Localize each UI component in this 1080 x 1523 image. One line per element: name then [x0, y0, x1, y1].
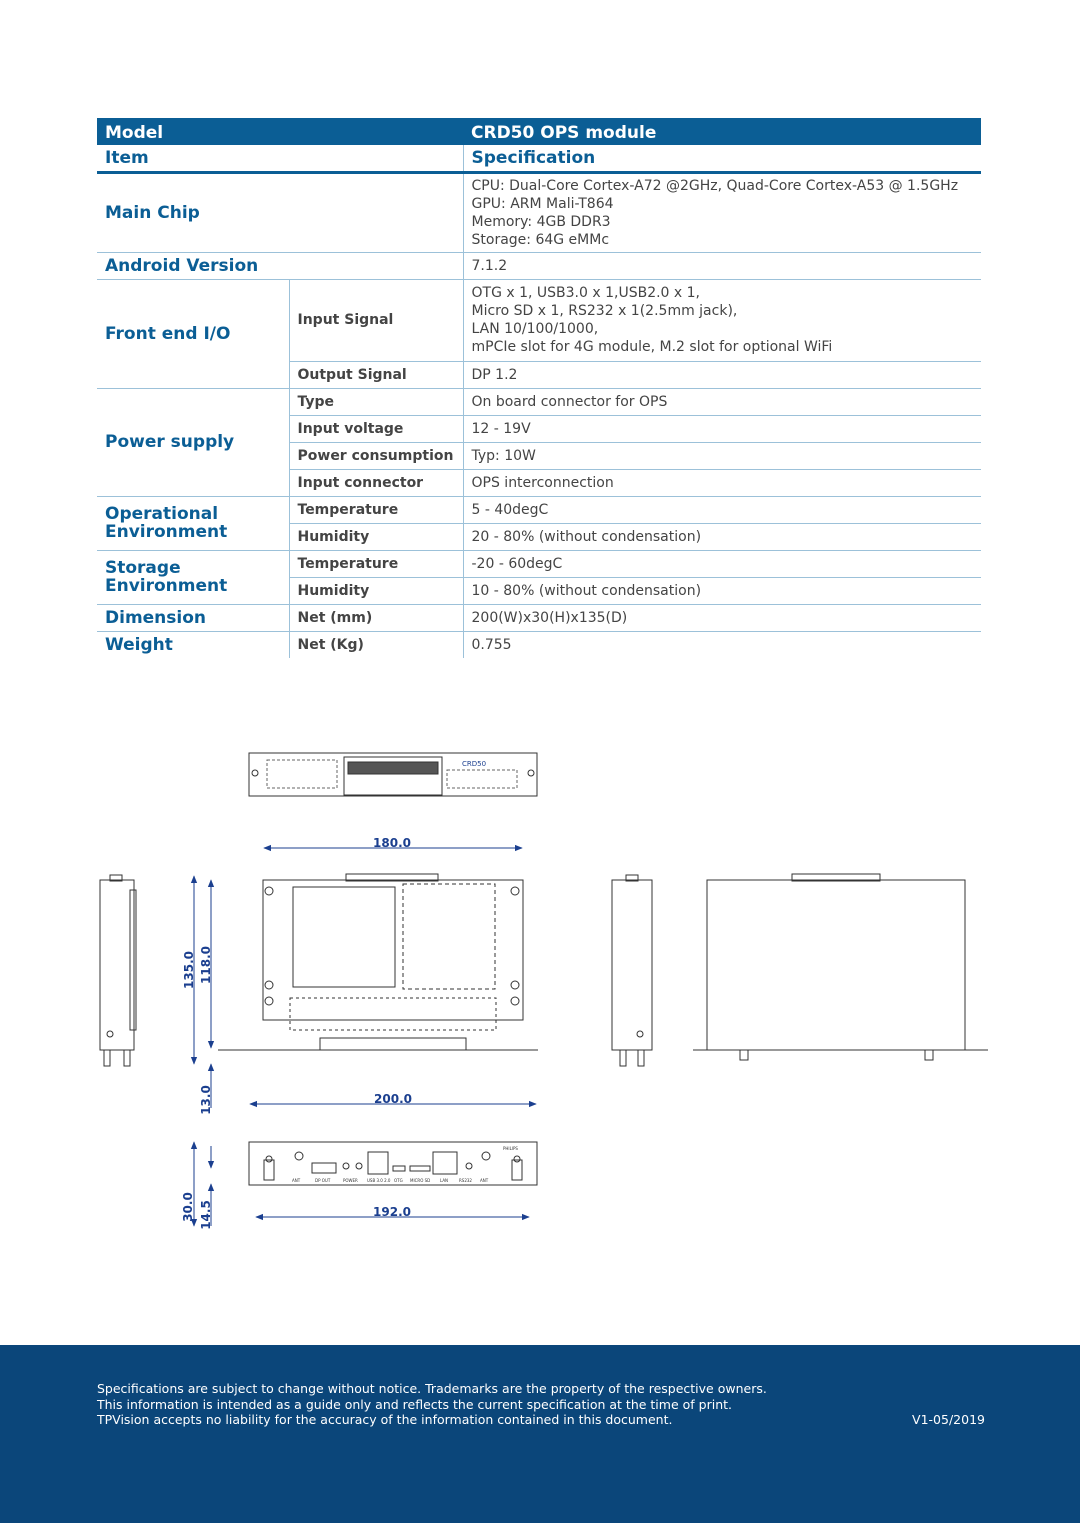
output-signal-value: DP 1.2	[463, 361, 981, 388]
power-sub-label: Input connector	[289, 469, 463, 496]
footer	[0, 1345, 1080, 1523]
storage-label	[97, 550, 289, 604]
input-signal-line: LAN 10/100/1000,	[471, 321, 599, 337]
android-label: Android Version	[97, 252, 463, 279]
input-signal-label: Input Signal	[289, 279, 463, 361]
footer-note: Specifications are subject to change without notice. Trademarks are the property of the respective owners.	[97, 1381, 767, 1396]
dimension-lines	[194, 848, 536, 1226]
dimension-row	[97, 604, 981, 631]
storage-sub-label: Humidity	[289, 577, 463, 604]
output-signal-label: Output Signal	[289, 361, 463, 388]
rear-label: CRD50	[462, 760, 487, 768]
power-sub-label: Power consumption	[289, 442, 463, 469]
weight-label: Weight	[105, 634, 173, 655]
input-signal-line: mPCIe slot for 4G module, M.2 slot for optional WiFi	[471, 339, 833, 355]
dim-height: 30.0	[181, 1192, 195, 1222]
port-label: DP OUT	[315, 1178, 331, 1183]
power-sub-value: OPS interconnection	[463, 469, 981, 496]
footer-notes	[97, 1381, 767, 1428]
rear-view	[249, 753, 537, 796]
right-side-view	[612, 875, 652, 1066]
main-chip-label: Main Chip	[97, 172, 463, 252]
power-sub-label: Type	[289, 388, 463, 415]
main-chip-row	[97, 172, 981, 252]
spec-table	[97, 118, 981, 658]
dim-width-front: 192.0	[373, 1205, 411, 1219]
power-row	[97, 388, 981, 415]
dim-depth: 135.0	[182, 951, 196, 989]
dimension-value: 200(W)x30(H)x135(D)	[463, 604, 981, 631]
power-sub-label: Input voltage	[289, 415, 463, 442]
main-chip-line: CPU: Dual-Core Cortex-A72 @2GHz, Quad-Core Cortex-A53 @ 1.5GHz	[471, 177, 959, 194]
weight-sub-label: Net (Kg)	[289, 631, 463, 658]
footer-note: TPVision accepts no liability for the accuracy of the information contained in this document.	[97, 1412, 673, 1427]
item-row	[97, 145, 981, 172]
operational-sub-value: 20 - 80% (without condensation)	[463, 523, 981, 550]
main-chip-line: Storage: 64G eMMc	[471, 231, 610, 248]
dim-height-inner: 14.5	[199, 1200, 213, 1230]
main-chip-value	[463, 172, 981, 252]
dim-flange: 13.0	[199, 1085, 213, 1115]
main-chip-line: Memory: 4GB DDR3	[471, 213, 611, 230]
model-label: Model	[97, 118, 463, 145]
port-label: RS232	[459, 1178, 472, 1183]
operational-label-line: Operational	[105, 504, 219, 524]
power-sub-value: 12 - 19V	[463, 415, 981, 442]
weight-value: 0.755	[463, 631, 981, 658]
dim-width-top: 180.0	[373, 836, 411, 850]
storage-sub-label: Temperature	[289, 550, 463, 577]
power-sub-value: Typ: 10W	[463, 442, 981, 469]
version-label: V1-05/2019	[912, 1412, 985, 1427]
android-row	[97, 252, 981, 279]
technical-drawing	[90, 740, 1000, 1240]
item-label: Item	[97, 145, 463, 172]
storage-sub-value: -20 - 60degC	[463, 550, 981, 577]
storage-label-line: Storage	[105, 558, 181, 578]
android-value: 7.1.2	[463, 252, 981, 279]
storage-label-line: Environment	[105, 576, 228, 596]
back-side-view	[693, 874, 988, 1060]
input-signal-value	[463, 279, 981, 361]
main-chip-line: GPU: ARM Mali-T864	[471, 195, 614, 212]
top-view	[218, 874, 538, 1050]
weight-row	[97, 631, 981, 658]
port-label: ANT	[480, 1178, 489, 1183]
operational-sub-label: Humidity	[289, 523, 463, 550]
input-signal-line: OTG x 1, USB3.0 x 1,USB2.0 x 1,	[471, 285, 701, 301]
operational-sub-value: 5 - 40degC	[463, 496, 981, 523]
front-io-label: Front end I/O	[97, 279, 289, 388]
dimension-label: Dimension	[97, 604, 289, 631]
front-io-input-row	[97, 279, 981, 361]
port-label: MICRO SD	[410, 1178, 431, 1183]
port-label: POWER	[343, 1178, 358, 1183]
power-sub-value: On board connector for OPS	[463, 388, 981, 415]
operational-label-line: Environment	[105, 522, 228, 542]
storage-row	[97, 550, 981, 577]
footer-note: This information is intended as a guide only and reflects the current specification at the time of print.	[97, 1396, 732, 1412]
model-row	[97, 118, 981, 145]
port-label: USB 3.0 2.0	[367, 1178, 391, 1183]
input-signal-line: Micro SD x 1, RS232 x 1(2.5mm jack),	[471, 303, 738, 319]
front-brand: PHILIPS	[503, 1146, 518, 1151]
port-label: ANT	[292, 1178, 301, 1183]
dim-width-full: 200.0	[374, 1092, 412, 1106]
operational-label	[97, 496, 289, 550]
operational-sub-label: Temperature	[289, 496, 463, 523]
port-label: LAN	[440, 1178, 449, 1183]
operational-row	[97, 496, 981, 523]
port-labels	[292, 1146, 518, 1183]
spec-label: Specification	[463, 145, 981, 172]
power-label: Power supply	[97, 388, 289, 496]
storage-sub-value: 10 - 80% (without condensation)	[463, 577, 981, 604]
dim-depth-inner: 118.0	[199, 946, 213, 984]
dimension-sub-label: Net (mm)	[289, 604, 463, 631]
left-side-view	[100, 875, 136, 1066]
port-label: OTG	[394, 1178, 403, 1183]
model-value: CRD50 OPS module	[463, 118, 981, 145]
